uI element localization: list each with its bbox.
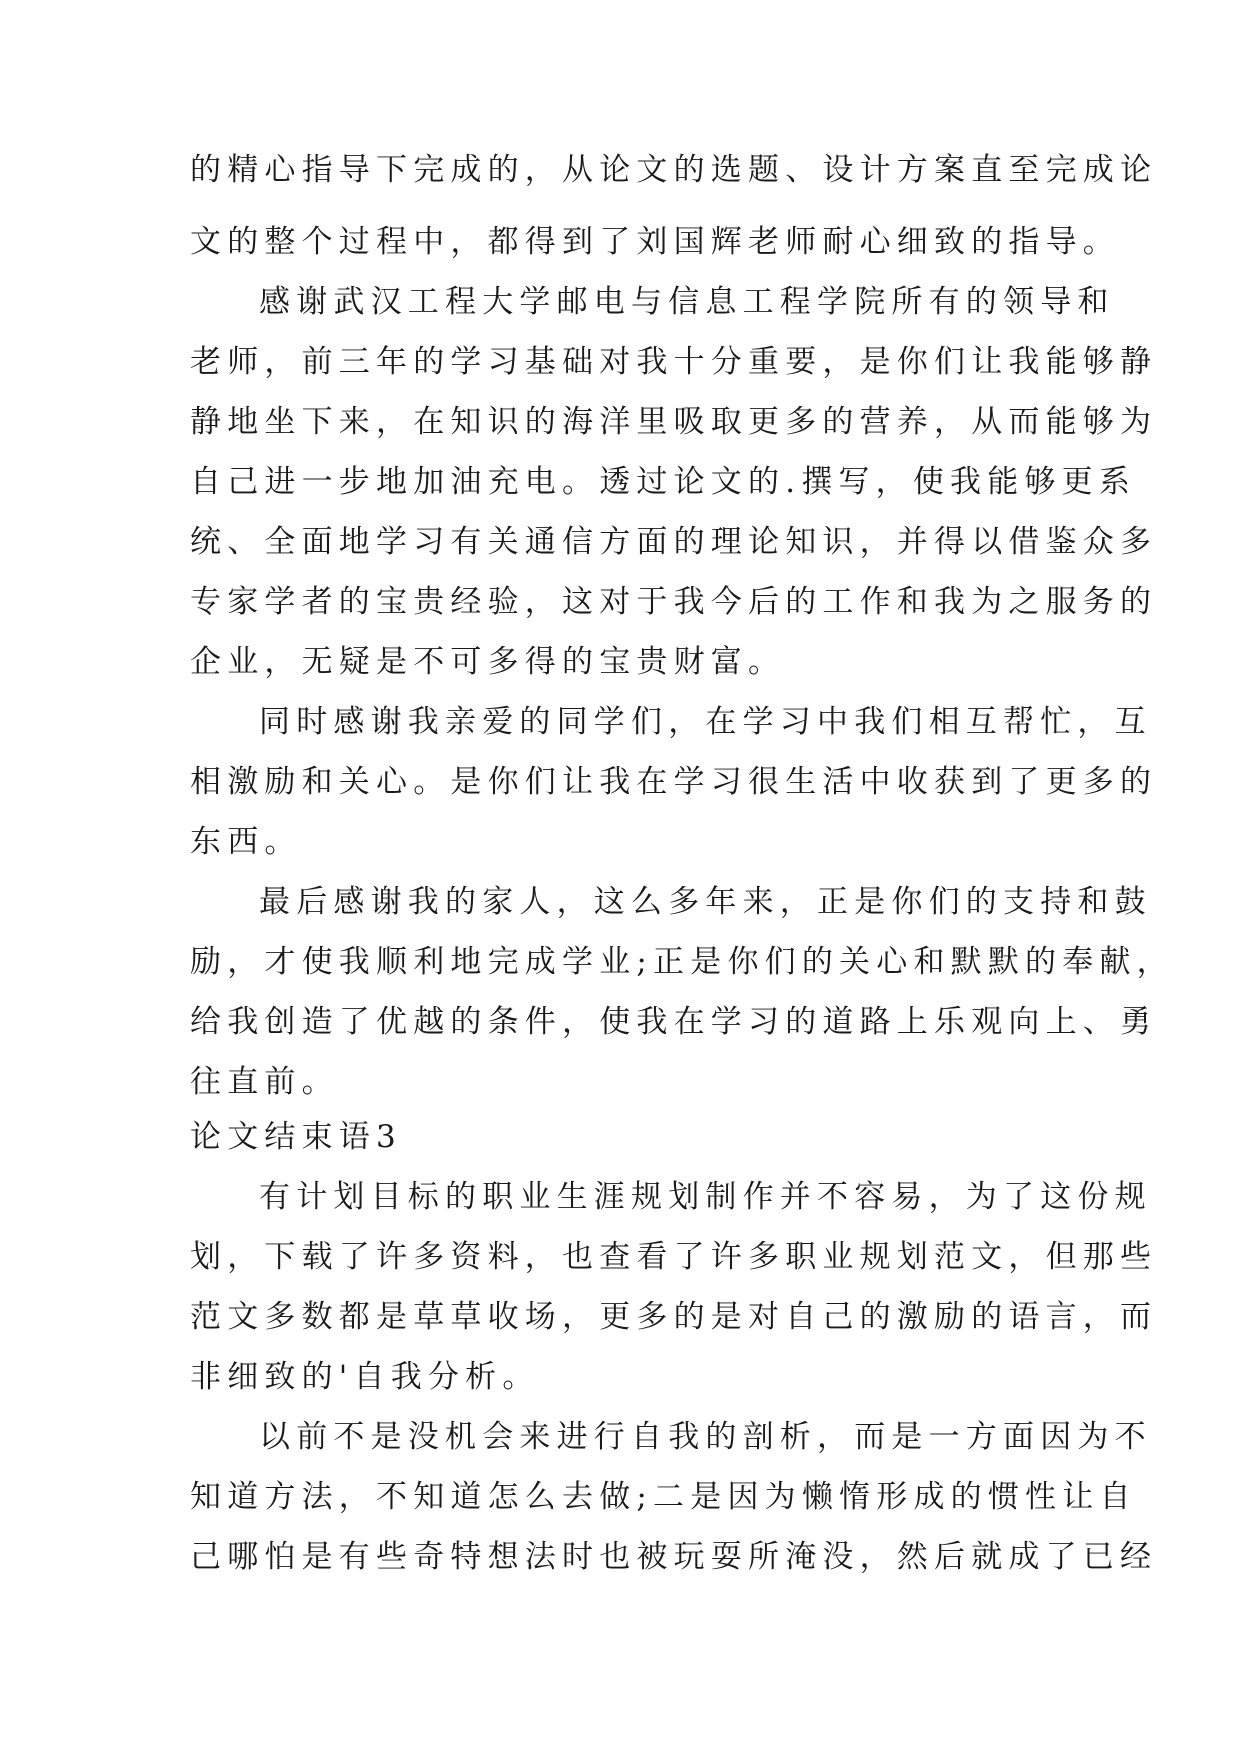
text-line: 励，才使我顺利地完成学业;正是你们的关心和默默的奉献，: [190, 944, 1174, 980]
paragraph-first-line: 感谢武汉工程大学邮电与信息工程学院所有的领导和: [259, 284, 1115, 320]
text-line: 老师，前三年的学习基础对我十分重要，是你们让我能够静: [190, 344, 1158, 380]
text-line: 范文多数都是草草收场，更多的是对自己的激励的语言，而: [190, 1299, 1158, 1335]
text-line: 非细致的'自我分析。: [190, 1359, 540, 1395]
text-line: 划，下载了许多资料，也查看了许多职业规划范文，但那些: [190, 1239, 1158, 1275]
text-line: 专家学者的宝贵经验，这对于我今后的工作和我为之服务的: [190, 584, 1158, 620]
paragraph-first-line: 同时感谢我亲爱的同学们，在学习中我们相互帮忙，互: [259, 704, 1152, 740]
text-line: 自己进一步地加油充电。透过论文的.撰写，使我能够更系: [190, 464, 1137, 500]
paragraph-first-line: 以前不是没机会来进行自我的剖析，而是一方面因为不: [259, 1419, 1152, 1455]
text-line: 知道方法，不知道怎么去做;二是因为懒惰形成的惯性让自: [190, 1479, 1137, 1515]
text-line: 文的整个过程中，都得到了刘国辉老师耐心细致的指导。: [190, 224, 1120, 260]
text-line: 统、全面地学习有关通信方面的理论知识，并得以借鉴众多: [190, 524, 1158, 560]
text-line: 静地坐下来，在知识的海洋里吸取更多的营养，从而能够为: [190, 404, 1158, 440]
text-line: 企业，无疑是不可多得的宝贵财富。: [190, 644, 786, 680]
paragraph-first-line: 有计划目标的职业生涯规划制作并不容易，为了这份规: [259, 1179, 1152, 1215]
text-line: 给我创造了优越的条件，使我在学习的道路上乐观向上、勇: [190, 1004, 1158, 1040]
text-line: 东西。: [190, 824, 302, 860]
text-line: 往直前。: [190, 1064, 339, 1100]
text-line: 相激励和关心。是你们让我在学习很生活中收获到了更多的: [190, 764, 1158, 800]
section-heading: 论文结束语3: [190, 1119, 402, 1155]
paragraph-first-line: 最后感谢我的家人，这么多年来，正是你们的支持和鼓: [259, 884, 1152, 920]
text-line: 己哪怕是有些奇特想法时也被玩耍所淹没，然后就成了已经: [190, 1539, 1158, 1575]
text-line: 的精心指导下完成的，从论文的选题、设计方案直至完成论: [190, 152, 1158, 188]
